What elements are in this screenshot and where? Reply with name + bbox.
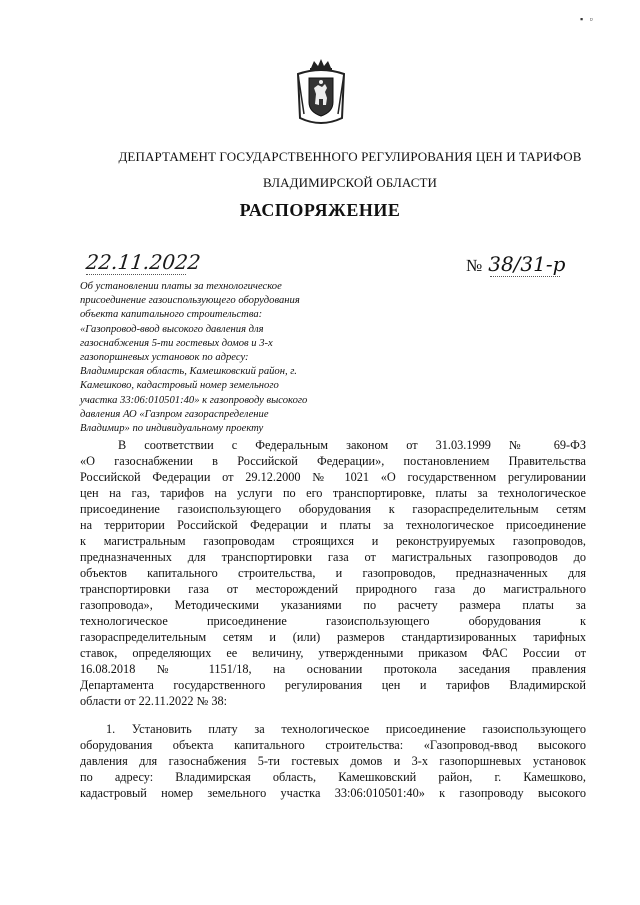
body-line: Российской Федерации от 29.12.2000 № 1021 «О государственном регулировании [80, 470, 586, 484]
number-value: 38/31-р [488, 252, 566, 276]
body-line: кадастровый номер земельного участка 33:06:010501:40» к газопроводу высокого [80, 786, 586, 800]
body-line: газопровода», Методическими указаниями по расчету размера платы за [80, 598, 586, 612]
subject-line: «Газопровод-ввод высокого давления для [80, 323, 264, 335]
coat-of-arms-icon [294, 58, 348, 126]
body-line: цен на газ, тарифов на услуги по его транспортировке, платы за технологическое [80, 486, 586, 500]
body-line: транспортировки газа от месторождений природного газа до магистрального [80, 582, 586, 596]
subject-line: Об установлении платы за технологическое [80, 281, 282, 292]
body-line: 16.08.2018 № 1151/18, на основании протокола заседания правления [80, 662, 586, 676]
body-line: к магистральным газопроводам строящихся и реконструируемых газопроводов, [80, 534, 586, 548]
body-line: объектов капитального строительства, и газопроводов, предназначенных для [80, 566, 586, 580]
subject-line: участка 33:06:010501:40» к газопроводу высокого [80, 394, 308, 406]
corner-marks: ▪ ▫ [580, 14, 595, 24]
body-line: ставок, определяющих ее величину, утвержденными приказом ФАС России от [80, 646, 586, 660]
body-line: 1. Установить плату за технологическое присоединение газоиспользующего [106, 722, 586, 736]
subject-line: присоединение газоиспользующего оборудования [80, 295, 300, 307]
subject-line: Владимир» по индивидуальному проекту [80, 423, 264, 435]
body-line: технологическое присоединение газоиспользующего оборудования к [80, 614, 586, 628]
body-line: оборудования объекта капитального строительства: «Газопровод-ввод высокого [80, 738, 586, 752]
body-line: по адресу: Владимирская область, Камешковский район, г. Камешково, [80, 770, 586, 784]
subject-line: Владимирская область, Камешковский район, г. [80, 366, 297, 378]
body-line: области от 22.11.2022 № 38: [80, 694, 228, 708]
body-line: предназначенных для транспортировки газа от магистральных газопроводов до [80, 550, 586, 564]
body-line: газораспределительным сетям и (или) размеров стандартизированных тарифных [80, 630, 586, 644]
document-number [466, 252, 565, 276]
document-type-title: РАСПОРЯЖЕНИЕ [239, 200, 401, 220]
paragraph-legal-basis [80, 437, 586, 709]
department-name [60, 146, 640, 194]
body-line: «О газоснабжении в Российской Федерации», постановлением Правительства [80, 454, 586, 468]
date-underline [86, 274, 186, 275]
department-line-2: ВЛАДИМИРСКОЙ ОБЛАСТИ [262, 175, 438, 190]
subject-line: газоснабжения 5-ти гостевых домов и 3-х [80, 337, 273, 349]
document-subject [80, 280, 360, 436]
body-line: Департамента государственного регулирования цен и тарифов Владимирской [80, 678, 586, 692]
subject-line: объекта капитального строительства: [80, 309, 263, 321]
paragraph-item-1 [80, 721, 586, 801]
document-date: 22.11.2022 [84, 250, 202, 274]
subject-line: газопоршневых установок по адресу: [80, 352, 249, 364]
number-sign: № [466, 256, 483, 275]
document-body [80, 437, 586, 801]
number-underline [490, 276, 560, 277]
body-line: присоединение газоиспользующего оборудования к газораспределительным сетям [80, 502, 586, 516]
subject-line: давления АО «Газпром газораспределение [80, 408, 269, 420]
subject-line: Камешково, кадастровый номер земельного [80, 380, 279, 392]
body-line: на территории Российской Федерации и платы за технологическое присоединение [80, 518, 586, 532]
department-line-1: ДЕПАРТАМЕНТ ГОСУДАРСТВЕННОГО РЕГУЛИРОВАНИЯ ЦЕН И ТАРИФОВ [118, 149, 582, 164]
body-line: давления для газоснабжения 5-ти гостевых домов и 3-х газопоршневых установок [80, 754, 586, 768]
body-line: В соответствии с Федеральным законом от 31.03.1999 № 69-ФЗ [118, 438, 586, 452]
